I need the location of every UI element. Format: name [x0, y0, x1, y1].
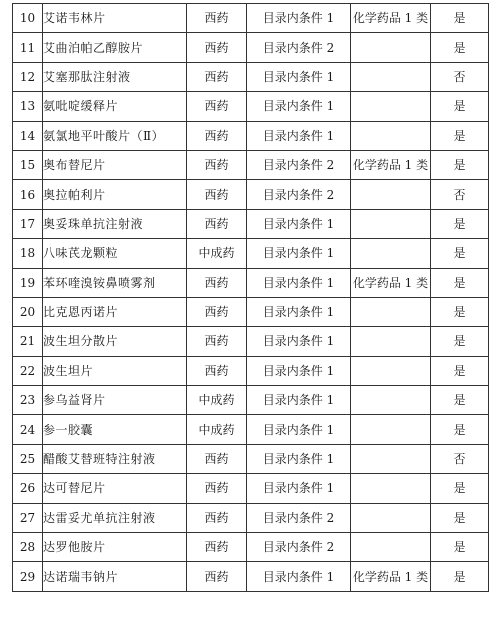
flag-value-cell: 否	[431, 180, 489, 209]
flag-value-cell: 是	[431, 239, 489, 268]
row-number-cell: 10	[13, 4, 43, 33]
flag-value-cell: 是	[431, 474, 489, 503]
table-row	[13, 121, 489, 150]
row-number-cell: 15	[13, 150, 43, 179]
drug-category-cell	[351, 239, 431, 268]
catalog-condition-cell: 目录内条件 1	[247, 297, 351, 326]
drug-name-cell: 八味芪龙颗粒	[43, 239, 187, 268]
drug-category-cell	[351, 92, 431, 121]
drug-category-cell	[351, 415, 431, 444]
table-row	[13, 474, 489, 503]
catalog-condition-cell: 目录内条件 1	[247, 444, 351, 473]
drug-type-cell: 西药	[187, 297, 247, 326]
row-number-cell: 14	[13, 121, 43, 150]
drug-category-cell	[351, 444, 431, 473]
drug-name-cell: 达诺瑞韦钠片	[43, 562, 187, 591]
drug-category-cell	[351, 327, 431, 356]
drug-name-cell: 达罗他胺片	[43, 533, 187, 562]
drug-type-cell: 西药	[187, 562, 247, 591]
table-row	[13, 533, 489, 562]
drug-name-cell: 艾诺韦林片	[43, 4, 187, 33]
catalog-condition-cell: 目录内条件 1	[247, 562, 351, 591]
row-number-cell: 23	[13, 386, 43, 415]
table-row	[13, 150, 489, 179]
drug-type-cell: 西药	[187, 268, 247, 297]
drug-category-cell: 化学药品 1 类	[351, 4, 431, 33]
flag-value-cell: 是	[431, 297, 489, 326]
flag-value-cell: 是	[431, 533, 489, 562]
table-row	[13, 444, 489, 473]
drug-name-cell: 奥布替尼片	[43, 150, 187, 179]
drug-category-cell: 化学药品 1 类	[351, 268, 431, 297]
catalog-condition-cell: 目录内条件 2	[247, 33, 351, 62]
row-number-cell: 29	[13, 562, 43, 591]
catalog-condition-cell: 目录内条件 1	[247, 415, 351, 444]
flag-value-cell: 是	[431, 503, 489, 532]
flag-value-cell: 是	[431, 562, 489, 591]
drug-type-cell: 西药	[187, 62, 247, 91]
row-number-cell: 27	[13, 503, 43, 532]
drug-name-cell: 苯环喹溴铵鼻喷雾剂	[43, 268, 187, 297]
drug-type-cell: 西药	[187, 209, 247, 238]
drug-type-cell: 中成药	[187, 239, 247, 268]
drug-type-cell: 西药	[187, 92, 247, 121]
table-row	[13, 180, 489, 209]
catalog-condition-cell: 目录内条件 1	[247, 4, 351, 33]
flag-value-cell: 是	[431, 150, 489, 179]
drug-category-cell	[351, 121, 431, 150]
row-number-cell: 11	[13, 33, 43, 62]
flag-value-cell: 是	[431, 386, 489, 415]
drug-category-cell	[351, 533, 431, 562]
catalog-condition-cell: 目录内条件 2	[247, 180, 351, 209]
flag-value-cell: 是	[431, 268, 489, 297]
drug-name-cell: 醋酸艾替班特注射液	[43, 444, 187, 473]
drug-type-cell: 中成药	[187, 415, 247, 444]
drug-type-cell: 西药	[187, 4, 247, 33]
drug-category-cell	[351, 180, 431, 209]
catalog-condition-cell: 目录内条件 2	[247, 150, 351, 179]
table-row	[13, 562, 489, 591]
drug-type-cell: 西药	[187, 503, 247, 532]
flag-value-cell: 是	[431, 33, 489, 62]
drug-name-cell: 波生坦分散片	[43, 327, 187, 356]
drug-name-cell: 达雷妥尤单抗注射液	[43, 503, 187, 532]
drug-category-cell	[351, 209, 431, 238]
flag-value-cell: 是	[431, 4, 489, 33]
drug-name-cell: 波生坦片	[43, 356, 187, 385]
drug-type-cell: 中成药	[187, 386, 247, 415]
row-number-cell: 25	[13, 444, 43, 473]
table-row	[13, 239, 489, 268]
drug-category-cell: 化学药品 1 类	[351, 150, 431, 179]
row-number-cell: 12	[13, 62, 43, 91]
row-number-cell: 24	[13, 415, 43, 444]
row-number-cell: 18	[13, 239, 43, 268]
row-number-cell: 26	[13, 474, 43, 503]
drug-name-cell: 艾曲泊帕乙醇胺片	[43, 33, 187, 62]
table-row	[13, 62, 489, 91]
table-row	[13, 327, 489, 356]
flag-value-cell: 是	[431, 356, 489, 385]
table-row	[13, 268, 489, 297]
flag-value-cell: 否	[431, 62, 489, 91]
drug-category-cell	[351, 356, 431, 385]
drug-name-cell: 比克恩丙诺片	[43, 297, 187, 326]
row-number-cell: 21	[13, 327, 43, 356]
drug-type-cell: 西药	[187, 327, 247, 356]
catalog-condition-cell: 目录内条件 1	[247, 121, 351, 150]
drug-category-cell	[351, 33, 431, 62]
row-number-cell: 22	[13, 356, 43, 385]
catalog-condition-cell: 目录内条件 1	[247, 356, 351, 385]
catalog-condition-cell: 目录内条件 1	[247, 474, 351, 503]
catalog-condition-cell: 目录内条件 1	[247, 327, 351, 356]
table-row	[13, 415, 489, 444]
drug-list-table	[12, 3, 489, 592]
catalog-condition-cell: 目录内条件 1	[247, 386, 351, 415]
drug-type-cell: 西药	[187, 474, 247, 503]
row-number-cell: 19	[13, 268, 43, 297]
catalog-condition-cell: 目录内条件 2	[247, 533, 351, 562]
table-row	[13, 356, 489, 385]
flag-value-cell: 是	[431, 92, 489, 121]
flag-value-cell: 是	[431, 209, 489, 238]
flag-value-cell: 是	[431, 121, 489, 150]
drug-type-cell: 西药	[187, 33, 247, 62]
drug-type-cell: 西药	[187, 356, 247, 385]
drug-category-cell: 化学药品 1 类	[351, 562, 431, 591]
table-row	[13, 297, 489, 326]
catalog-condition-cell: 目录内条件 1	[247, 209, 351, 238]
table-row	[13, 33, 489, 62]
catalog-condition-cell: 目录内条件 1	[247, 239, 351, 268]
drug-category-cell	[351, 62, 431, 91]
drug-category-cell	[351, 474, 431, 503]
drug-name-cell: 氨氯地平叶酸片（Ⅱ）	[43, 121, 187, 150]
catalog-condition-cell: 目录内条件 1	[247, 62, 351, 91]
table-body	[13, 4, 489, 592]
drug-category-cell	[351, 386, 431, 415]
row-number-cell: 16	[13, 180, 43, 209]
row-number-cell: 20	[13, 297, 43, 326]
drug-name-cell: 参乌益肾片	[43, 386, 187, 415]
drug-name-cell: 氨吡啶缓释片	[43, 92, 187, 121]
flag-value-cell: 否	[431, 444, 489, 473]
table-row	[13, 503, 489, 532]
table-row	[13, 4, 489, 33]
drug-type-cell: 西药	[187, 180, 247, 209]
catalog-condition-cell: 目录内条件 1	[247, 268, 351, 297]
catalog-condition-cell: 目录内条件 1	[247, 92, 351, 121]
drug-type-cell: 西药	[187, 121, 247, 150]
drug-name-cell: 参一胶囊	[43, 415, 187, 444]
table-row	[13, 209, 489, 238]
drug-category-cell	[351, 503, 431, 532]
drug-type-cell: 西药	[187, 533, 247, 562]
row-number-cell: 13	[13, 92, 43, 121]
flag-value-cell: 是	[431, 415, 489, 444]
drug-name-cell: 奥拉帕利片	[43, 180, 187, 209]
catalog-condition-cell: 目录内条件 2	[247, 503, 351, 532]
row-number-cell: 28	[13, 533, 43, 562]
drug-type-cell: 西药	[187, 444, 247, 473]
flag-value-cell: 是	[431, 327, 489, 356]
drug-name-cell: 艾塞那肽注射液	[43, 62, 187, 91]
row-number-cell: 17	[13, 209, 43, 238]
drug-category-cell	[351, 297, 431, 326]
table-row	[13, 92, 489, 121]
table-row	[13, 386, 489, 415]
drug-type-cell: 西药	[187, 150, 247, 179]
drug-name-cell: 达可替尼片	[43, 474, 187, 503]
drug-name-cell: 奥妥珠单抗注射液	[43, 209, 187, 238]
